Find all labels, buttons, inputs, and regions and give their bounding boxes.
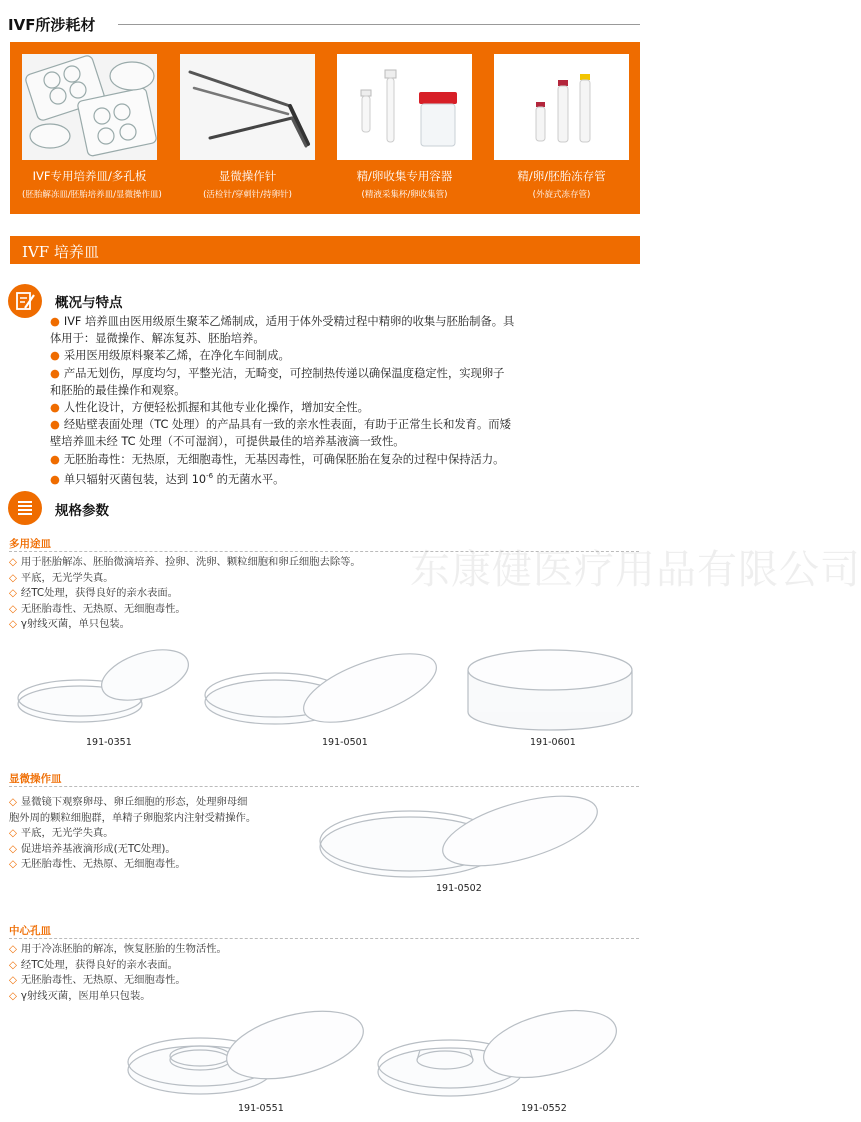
bullet-item: ● 产品无划伤，厚度均匀，平整光洁，无畸变，可控制热传递以确保温度稳定性，实现卵子: [50, 366, 505, 380]
divider: [9, 786, 639, 787]
spec-item: ◇ 平底，无光学失真。: [9, 571, 114, 584]
spec-item: ◇ 平底，无光学失真。: [9, 827, 114, 840]
product-label: IVF专用培养皿/多孔板: [32, 169, 147, 183]
spec-item: ◇ 促进培养基液滴形成(无TC处理)。: [9, 842, 176, 855]
bullet-item: ● 采用医用级原料聚苯乙烯，在净化车间制成。: [50, 349, 290, 363]
catalog-number: 191-0551: [238, 1103, 284, 1114]
catalog-number: 191-0502: [436, 883, 482, 894]
spec-item: ◇ γ射线灭菌，单只包装。: [9, 618, 130, 631]
page-title: IVF所涉耗材: [8, 16, 96, 34]
divider: [9, 551, 639, 552]
spec-item: ◇ 用于胚胎解冻、胚胎微滴培养、捡卵、洗卵、颗粒细胞和卵丘细胞去除等。: [9, 556, 361, 568]
bullet-item: ● IVF 培养皿由医用级原生聚苯乙烯制成，适用于体外受精过程中精卵的收集与胚胎制备。具: [50, 315, 515, 328]
dish-illustrations-3: [120, 1000, 640, 1104]
bullet-item-cont: 壁培养皿未经 TC 处理（不可湿润），可提供最佳的培养基液滴一致性。: [50, 435, 405, 449]
section-title: IVF 培养皿: [22, 243, 99, 261]
bullet-item: ● 无胚胎毒性：无热原，无细胞毒性，无基因毒性，可确保胚胎在复杂的过程中保持活力。: [50, 452, 505, 466]
catalog-number: 191-0501: [322, 737, 368, 748]
spec-list: [9, 795, 256, 873]
bullet-item-cont: 体用于：显微操作、解冻复苏、胚胎培养。: [50, 332, 265, 346]
group-title-multipurpose: 多用途皿: [9, 538, 51, 550]
spec-item: ◇ 经TC处理，获得良好的亲水表面。: [9, 587, 178, 600]
product-banner: [10, 42, 640, 214]
spec-item: ◇ 无胚胎毒性、无热原、无细胞毒性。: [9, 602, 186, 615]
spec-list: [9, 942, 227, 1004]
bullet-item-cont: 和胚胎的最佳操作和观察。: [50, 383, 186, 397]
dishes-image: [22, 54, 157, 160]
bullet-item: ● 经贴壁表面处理（TC 处理）的产品具有一致的亲水性表面，有助于正常生长和发育。而矮: [50, 418, 511, 432]
product-sublabel: (外旋式冻存管): [532, 190, 591, 200]
divider: [9, 938, 639, 939]
header-divider: [118, 24, 640, 25]
spec-item: ◇ 无胚胎毒性、无热原、无细胞毒性。: [9, 974, 186, 987]
product-label: 精/卵收集专用容器: [356, 169, 453, 183]
dish-illustration-2: [310, 795, 640, 885]
product-label: 显微操作针: [218, 169, 277, 183]
spec-list: [9, 555, 361, 633]
group-title-micromanipulation: 显微操作皿: [9, 773, 62, 785]
catalog-number: 191-0552: [521, 1103, 567, 1114]
bullet-item: ● 人性化设计，方便轻松抓握和其他专业化操作，增加安全性。: [50, 401, 369, 415]
list-icon: [8, 491, 42, 525]
product-sublabel: (胚胎解冻皿/胚胎培养皿/显微操作皿): [22, 190, 162, 200]
containers-image: [337, 54, 472, 160]
spec-item: ◇ 用于冷冻胚胎的解冻，恢复胚胎的生物活性。: [9, 943, 227, 955]
spec-item: ◇ 经TC处理，获得良好的亲水表面。: [9, 958, 178, 971]
product-card-cryotubes[interactable]: [494, 54, 629, 200]
group-title-center-well: 中心孔皿: [9, 925, 51, 937]
cryotubes-image: [494, 54, 629, 160]
product-card-dishes[interactable]: [22, 54, 162, 200]
overview-title: 概况与特点: [55, 295, 123, 311]
spec-item: ◇ 显微镜下观察卵母、卵丘细胞的形态，处理卵母细: [9, 796, 248, 808]
catalog-number: 191-0601: [530, 737, 576, 748]
dish-illustrations-1: [10, 640, 640, 738]
spec-item: ◇ 无胚胎毒性、无热原、无细胞毒性。: [9, 858, 186, 871]
spec-item-cont: 胞外周的颗粒细胞群，单精子卵胞浆内注射受精操作。: [9, 811, 257, 824]
specs-title: 规格参数: [55, 503, 109, 519]
catalog-number: 191-0351: [86, 737, 132, 748]
product-card-containers[interactable]: [337, 54, 472, 200]
needles-image: [180, 54, 315, 160]
edit-icon: [8, 284, 42, 318]
product-sublabel: (活检针/穿刺针/持卵针): [203, 190, 292, 200]
overview-bullets: [50, 313, 635, 488]
section-header: [10, 236, 640, 264]
watermark: 东康健医疗用品有限公司: [410, 547, 861, 593]
product-label: 精/卵/胚胎冻存管: [517, 169, 606, 183]
product-card-needles[interactable]: [180, 54, 315, 200]
spec-item: ◇ γ射线灭菌，医用单只包装。: [9, 989, 151, 1002]
product-sublabel: (精液采集杯/卵收集管): [361, 190, 448, 200]
bullet-item: ● 单只辐射灭菌包装，达到 $10^{-6}$ 的无菌水平。: [50, 471, 285, 486]
